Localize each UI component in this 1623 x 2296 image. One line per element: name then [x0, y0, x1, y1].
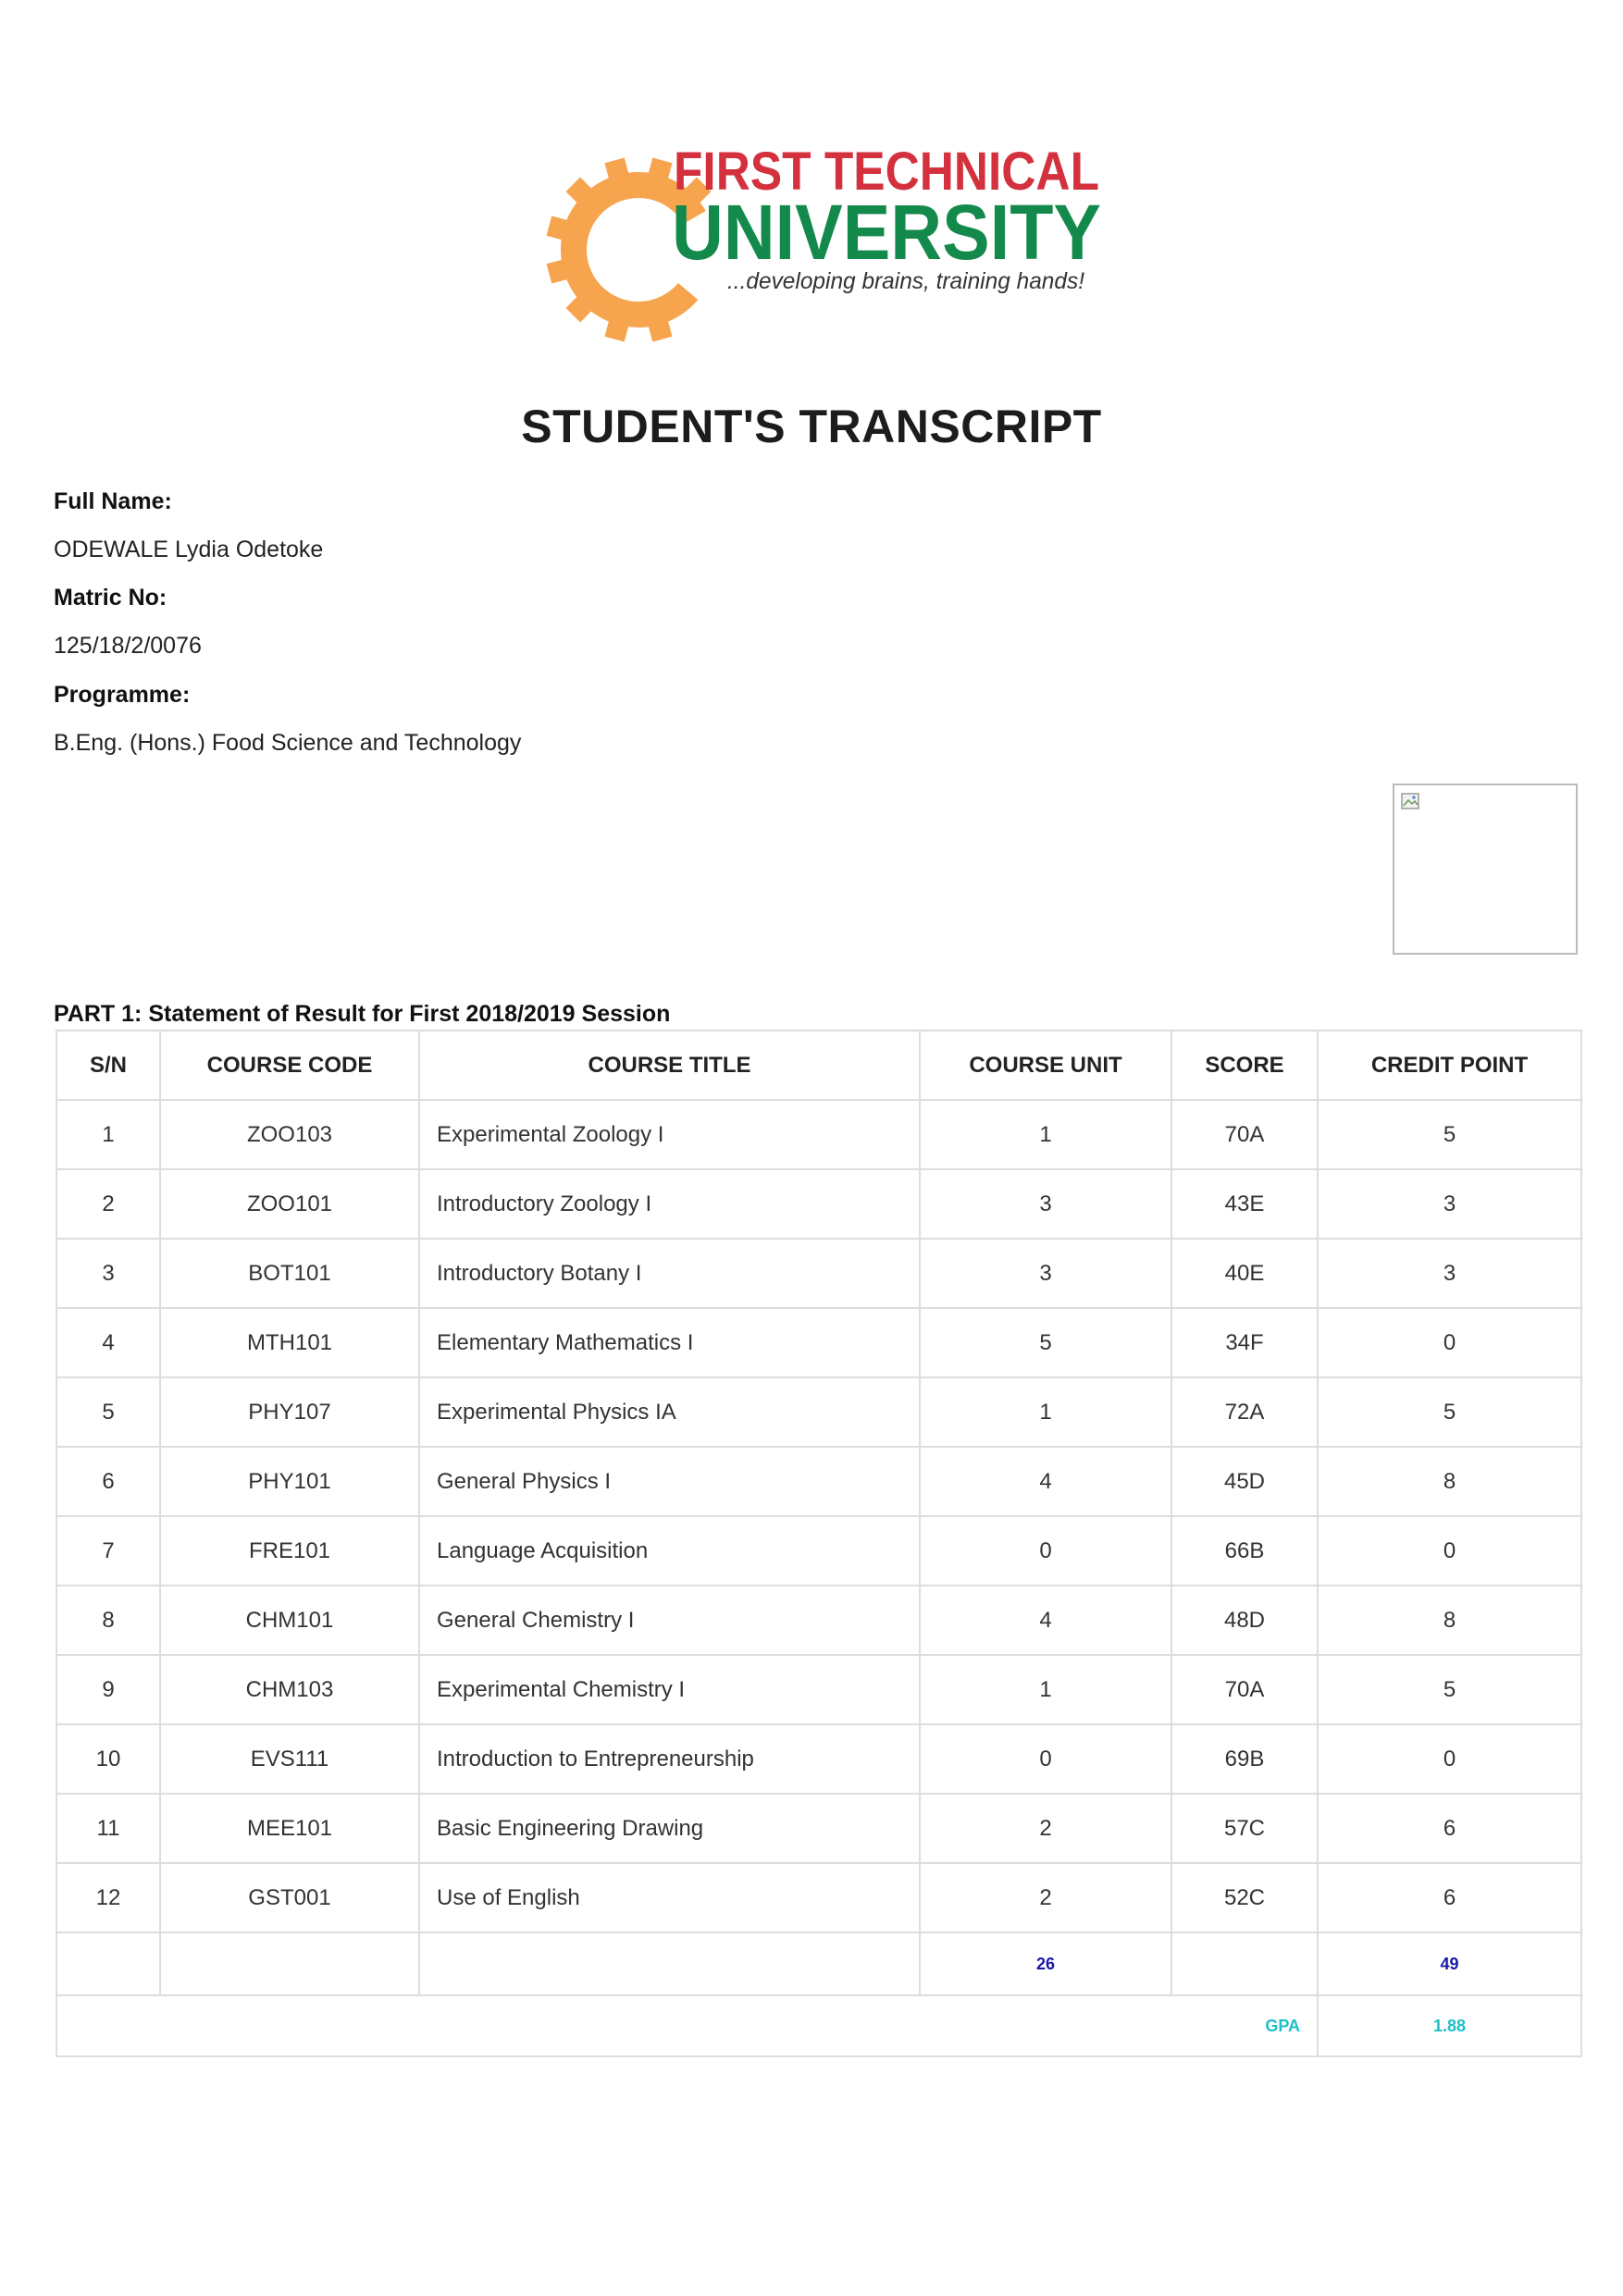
gpa-value: 1.88: [1318, 1995, 1581, 2056]
row-score: 52C: [1171, 1863, 1318, 1932]
row-course-title: Experimental Chemistry I: [419, 1655, 920, 1724]
logo-line1: FIRST TECHNICAL: [674, 142, 1099, 202]
table-row: [56, 1239, 1581, 1308]
total-units: 26: [920, 1932, 1171, 1995]
matric-no-value: 125/18/2/0076: [54, 633, 202, 659]
row-sn: 12: [56, 1863, 160, 1932]
row-credit-point: 5: [1318, 1100, 1581, 1169]
row-course-code: BOT101: [160, 1239, 419, 1308]
row-sn: 11: [56, 1794, 160, 1863]
row-score: 72A: [1171, 1377, 1318, 1447]
document-title: STUDENT'S TRANSCRIPT: [521, 401, 1102, 452]
row-course-code: GST001: [160, 1863, 419, 1932]
header-sn: S/N: [56, 1031, 160, 1100]
row-course-unit: 3: [920, 1169, 1171, 1239]
row-sn: 7: [56, 1516, 160, 1586]
table-row: [56, 1794, 1581, 1863]
row-course-code: EVS111: [160, 1724, 419, 1794]
row-credit-point: 0: [1318, 1724, 1581, 1794]
programme-label: Programme:: [54, 682, 191, 708]
row-course-title: Experimental Zoology I: [419, 1100, 920, 1169]
row-course-unit: 1: [920, 1100, 1171, 1169]
results-table: [56, 1030, 1582, 2057]
row-sn: 5: [56, 1377, 160, 1447]
row-course-code: ZOO103: [160, 1100, 419, 1169]
row-course-title: Use of English: [419, 1863, 920, 1932]
row-course-unit: 3: [920, 1239, 1171, 1308]
header-course-title: COURSE TITLE: [419, 1031, 920, 1100]
row-sn: 9: [56, 1655, 160, 1724]
table-row: [56, 1655, 1581, 1724]
row-course-code: CHM103: [160, 1655, 419, 1724]
table-row: [56, 1377, 1581, 1447]
row-course-title: Introductory Zoology I: [419, 1169, 920, 1239]
row-course-unit: 2: [920, 1863, 1171, 1932]
header-score: SCORE: [1171, 1031, 1318, 1100]
totals-blank-cell: [419, 1932, 920, 1995]
logo-line2: UNIVERSITY: [672, 189, 1101, 276]
table-row: [56, 1863, 1581, 1932]
row-course-code: ZOO101: [160, 1169, 419, 1239]
row-score: 34F: [1171, 1308, 1318, 1377]
row-course-code: MEE101: [160, 1794, 419, 1863]
row-credit-point: 0: [1318, 1516, 1581, 1586]
row-course-title: Introductory Botany I: [419, 1239, 920, 1308]
row-sn: 3: [56, 1239, 160, 1308]
row-course-code: PHY101: [160, 1447, 419, 1516]
row-course-unit: 1: [920, 1655, 1171, 1724]
row-credit-point: 3: [1318, 1239, 1581, 1308]
row-sn: 6: [56, 1447, 160, 1516]
row-course-title: Language Acquisition: [419, 1516, 920, 1586]
row-score: 66B: [1171, 1516, 1318, 1586]
header-course-code: COURSE CODE: [160, 1031, 419, 1100]
row-credit-point: 5: [1318, 1655, 1581, 1724]
row-credit-point: 3: [1318, 1169, 1581, 1239]
row-score: 48D: [1171, 1586, 1318, 1655]
row-score: 57C: [1171, 1794, 1318, 1863]
row-score: 40E: [1171, 1239, 1318, 1308]
header-course-unit: COURSE UNIT: [920, 1031, 1171, 1100]
row-course-unit: 4: [920, 1447, 1171, 1516]
row-course-unit: 4: [920, 1586, 1171, 1655]
totals-blank-cell: [1171, 1932, 1318, 1995]
row-course-unit: 2: [920, 1794, 1171, 1863]
totals-blank-cell: [160, 1932, 419, 1995]
totals-row: [56, 1932, 1581, 1995]
row-course-code: FRE101: [160, 1516, 419, 1586]
logo-tagline: ...developing brains, training hands!: [727, 268, 1085, 294]
row-sn: 4: [56, 1308, 160, 1377]
row-credit-point: 8: [1318, 1586, 1581, 1655]
student-photo: [1393, 784, 1578, 955]
row-course-unit: 0: [920, 1724, 1171, 1794]
row-score: 43E: [1171, 1169, 1318, 1239]
row-score: 69B: [1171, 1724, 1318, 1794]
totals-blank-cell: [56, 1932, 160, 1995]
broken-image-icon: [1400, 791, 1422, 813]
full-name-value: ODEWALE Lydia Odetoke: [54, 537, 324, 562]
row-course-code: CHM101: [160, 1586, 419, 1655]
row-credit-point: 0: [1318, 1308, 1581, 1377]
row-course-title: Experimental Physics IA: [419, 1377, 920, 1447]
row-sn: 8: [56, 1586, 160, 1655]
row-credit-point: 5: [1318, 1377, 1581, 1447]
row-score: 70A: [1171, 1100, 1318, 1169]
row-credit-point: 8: [1318, 1447, 1581, 1516]
row-course-title: Basic Engineering Drawing: [419, 1794, 920, 1863]
row-course-title: Introduction to Entrepreneurship: [419, 1724, 920, 1794]
row-score: 45D: [1171, 1447, 1318, 1516]
row-credit-point: 6: [1318, 1794, 1581, 1863]
row-course-title: General Chemistry I: [419, 1586, 920, 1655]
row-sn: 2: [56, 1169, 160, 1239]
row-course-code: MTH101: [160, 1308, 419, 1377]
university-logo: [529, 130, 1112, 379]
part-heading: PART 1: Statement of Result for First 2018/2019 Session: [54, 1001, 671, 1027]
row-course-code: PHY107: [160, 1377, 419, 1447]
row-sn: 10: [56, 1724, 160, 1794]
row-sn: 1: [56, 1100, 160, 1169]
table-row: [56, 1100, 1581, 1169]
row-credit-point: 6: [1318, 1863, 1581, 1932]
row-course-title: General Physics I: [419, 1447, 920, 1516]
table-row: [56, 1724, 1581, 1794]
row-course-title: Elementary Mathematics I: [419, 1308, 920, 1377]
programme-value: B.Eng. (Hons.) Food Science and Technology: [54, 730, 522, 756]
row-score: 70A: [1171, 1655, 1318, 1724]
table-row: [56, 1169, 1581, 1239]
total-credit-points: 49: [1318, 1932, 1581, 1995]
full-name-label: Full Name:: [54, 488, 172, 514]
row-course-unit: 5: [920, 1308, 1171, 1377]
header-credit-point: CREDIT POINT: [1318, 1031, 1581, 1100]
matric-no-label: Matric No:: [54, 585, 167, 611]
gpa-label: GPA: [56, 1995, 1318, 2056]
row-course-unit: 1: [920, 1377, 1171, 1447]
table-row: [56, 1447, 1581, 1516]
row-course-unit: 0: [920, 1516, 1171, 1586]
gpa-row: [56, 1995, 1581, 2056]
table-row: [56, 1516, 1581, 1586]
table-row: [56, 1308, 1581, 1377]
table-header-row: [56, 1031, 1581, 1100]
table-row: [56, 1586, 1581, 1655]
